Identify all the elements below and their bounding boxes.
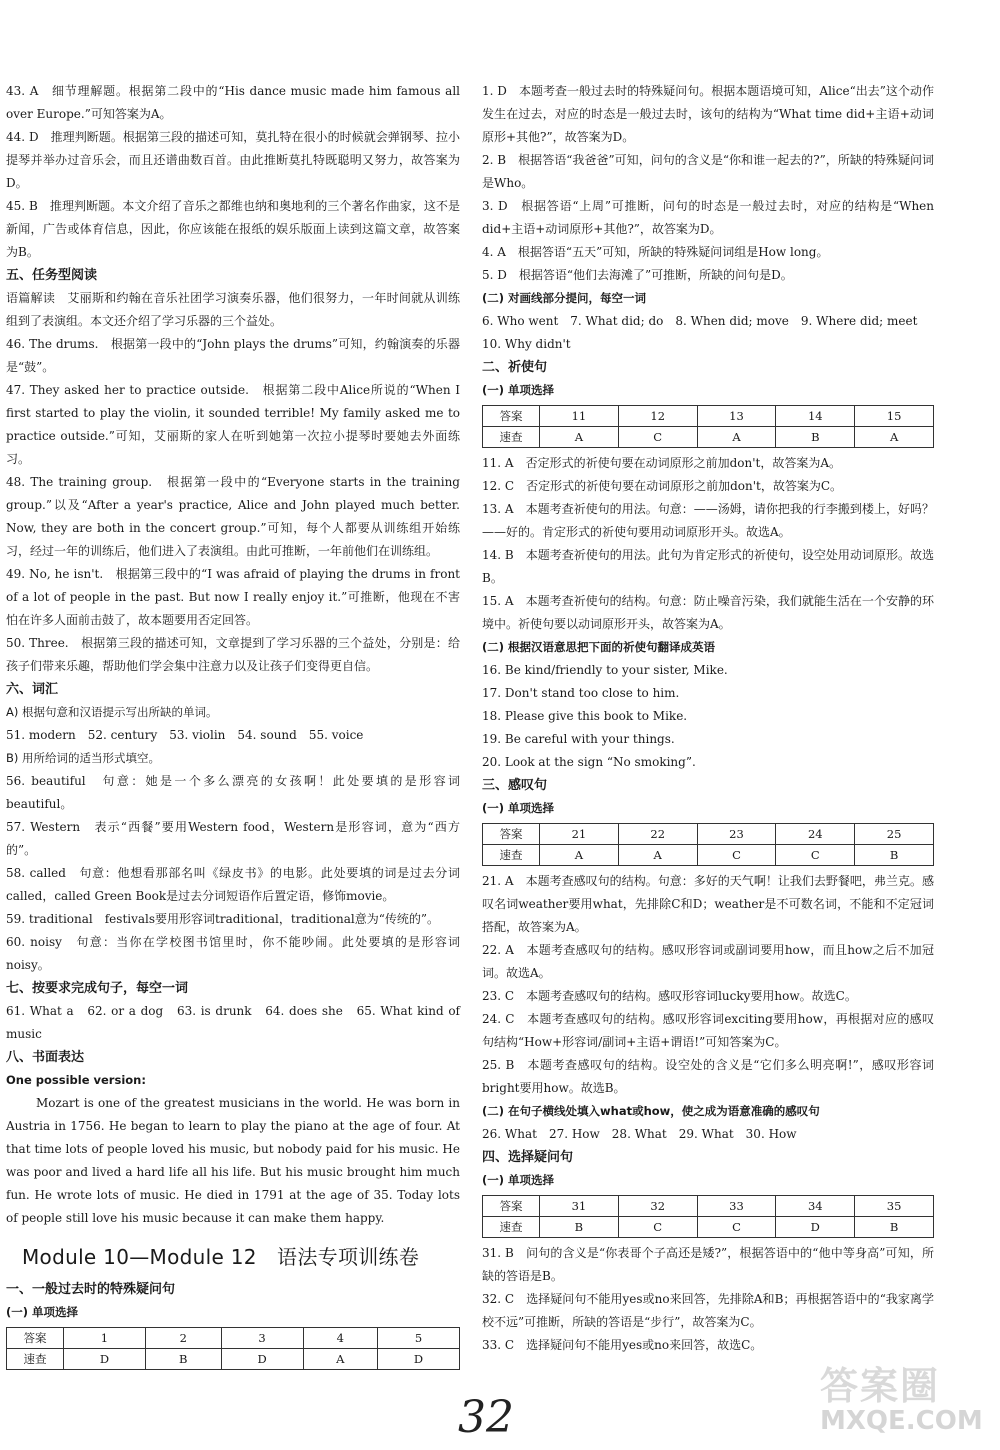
table-cell-num: 22: [618, 824, 697, 845]
table-cell-answer: A: [540, 845, 619, 866]
table-cell-num: 5: [378, 1328, 460, 1349]
sample-essay: Mozart is one of the greatest musicians in the world. He was born in Austria in 1756. He began to learn to play the piano at the age of four. At that time lots of people loved his music, but nobody paid for his music. He was poor and lived a hard life all his life. But his music brought him much fun. He wrote lots of music. He died in 1791 at the age of 35. Today lots of people still love his music because it can make them happy.: [6, 1096, 460, 1225]
answer-25: 25. B 本题考查感叹句的结构。设空处的含义是“它们多么明亮啊!”，感叹形容词bright要用how。故选B。: [482, 1058, 934, 1095]
table-cell-answer: B: [776, 427, 855, 448]
table-cell-answer: A: [697, 427, 776, 448]
answer-20: 20. Look at the sign “No smoking”.: [482, 755, 696, 769]
version-label: One possible version:: [6, 1073, 146, 1087]
right-column: [482, 80, 934, 1357]
answer-33: 33. C 选择疑问句不能用yes或no来回答，故选C。: [482, 1338, 763, 1352]
answer-24: 24. C 本题考查感叹句的结构。感叹形容词exciting要用how，再根据对应的感叹句结构“How+形容词/副词+主语+谓语!”可知答案为C。: [482, 1012, 934, 1049]
answer-18: 18. Please give this book to Mike.: [482, 709, 688, 723]
table-label-quickcheck: 速查: [483, 427, 540, 448]
table-label-quickcheck: 速查: [7, 1349, 64, 1370]
watermark-url: MXQE.COM: [820, 1406, 983, 1436]
table-cell-num: 21: [540, 824, 619, 845]
table-cell-answer: B: [855, 845, 934, 866]
table-cell-num: 34: [776, 1196, 855, 1217]
table-cell-answer: B: [540, 1217, 619, 1238]
answer-44: 44. D 推理判断题。根据第三段的描述可知，莫扎特在很小的时候就会弹钢琴、拉小提琴并举办过音乐会，而且还谱曲数百首。由此推断莫扎特既聪明又努力，故答案为D。: [6, 130, 460, 190]
sub-heading-1-2: (二) 对画线部分提问，每空一词: [482, 291, 647, 305]
part-3-sub-heading: (一) 单项选择: [482, 801, 555, 815]
answer-45: 45. B 推理判断题。本文介绍了音乐之都维也纳和奥地利的三个著名作曲家，这不是新闻，广告或体育信息，因此，你应该能在报纸的娱乐版面上读到这篇文章，故答案为B。: [6, 199, 460, 259]
table-cell-answer: D: [64, 1349, 146, 1370]
answers-26-30: 26. What 27. How 28. What 29. What 30. How: [482, 1127, 797, 1141]
table-cell-answer: C: [618, 427, 697, 448]
table-cell-answer: B: [145, 1349, 221, 1370]
answer-59: 59. traditional festivals要用形容词traditional，traditional意为“传统的”。: [6, 912, 439, 926]
answers-6-9: 6. Who went 7. What did; do 8. When did; move 9. Where did; meet: [482, 314, 918, 328]
answer-10: 10. Why didn't: [482, 337, 571, 351]
left-column: [6, 80, 460, 1374]
answer-58: 58. called 句意：他想看那部名叫《绿皮书》的电影。此处要填的词是过去分词called，called Green Book是过去分词短语作后置定语，修饰movie。: [6, 866, 460, 903]
answer-4: 4. A 根据答语“五天”可知，所缺的特殊疑问词组是How long。: [482, 245, 829, 259]
table-cell-num: 35: [855, 1196, 934, 1217]
part-2-heading: 二、祈使句: [482, 360, 548, 375]
answer-21: 21. A 本题考查感叹句的结构。句意：多好的天气啊！让我们去野餐吧，弗兰克。感叹名词weather要用what，先排除C和D；weather是不可数名词，不能和不定冠词搭配，故答案为A。: [482, 874, 934, 934]
table-cell-answer: B: [855, 1217, 934, 1238]
part-1-sub-heading: (一) 单项选择: [6, 1305, 79, 1319]
answer-11: 11. A 否定形式的祈使句要在动词原形之前加don't，故答案为A。: [482, 456, 841, 470]
part-1-heading: 一、一般过去时的特殊疑问句: [6, 1282, 176, 1297]
table-cell-num: 14: [776, 406, 855, 427]
section-6b-instruction: B) 用所给词的适当形式填空。: [6, 751, 161, 765]
answer-32: 32. C 选择疑问句不能用yes或no来回答，先排除A和B；再根据答语中的“我家离学校不远”可推断，所缺的答语是“步行”，故答案为C。: [482, 1292, 934, 1329]
answer-22: 22. A 本题考查感叹句的结构。感叹形容词或副词要用how，而且how之后不加冠词。故选A。: [482, 943, 934, 980]
answer-3: 3. D 根据答语“上周”可推断，问句的时态是一般过去时，对应的结构是“When did+主语+动词原形+其他?”，故答案为D。: [482, 199, 934, 236]
table-cell-num: 11: [540, 406, 619, 427]
part-3-heading: 三、感叹句: [482, 778, 548, 793]
answer-56: 56. beautiful 句意：她是一个多么漂亮的女孩啊！此处要填的是形容词beautiful。: [6, 774, 460, 811]
table-cell-answer: D: [221, 1349, 303, 1370]
table-cell-answer: C: [697, 845, 776, 866]
answer-table-1: [6, 1327, 460, 1370]
answer-table-4: [482, 1195, 934, 1238]
table-cell-answer: D: [776, 1217, 855, 1238]
answer-16: 16. Be kind/friendly to your sister, Mike.: [482, 663, 728, 677]
section-heading-7: 七、按要求完成句子，每空一词: [6, 981, 189, 996]
answers-61-65: 61. What a 62. or a dog 63. is drunk 64. does she 65. What kind of music: [6, 1004, 460, 1041]
table-cell-answer: C: [697, 1217, 776, 1238]
table-label-quickcheck: 速查: [483, 1217, 540, 1238]
part-3-sub-heading-2: (二) 在句子横线处填入what或how，使之成为语意准确的感叹句: [482, 1104, 820, 1118]
table-cell-num: 23: [697, 824, 776, 845]
answer-46: 46. The drums. 根据第一段中的“John plays the drums”可知，约翰演奏的乐器是“鼓”。: [6, 337, 460, 374]
answer-2: 2. B 根据答语“我爸爸”可知，问句的含义是“你和谁一起去的?”，所缺的特殊疑问词是Who。: [482, 153, 934, 190]
passage-summary: 语篇解读 艾丽斯和约翰在音乐社团学习演奏乐器，他们很努力，一年时间就从训练组到了表演组。本文还介绍了学习乐器的三个益处。: [6, 291, 460, 328]
table-cell-num: 2: [145, 1328, 221, 1349]
answer-table-3: [482, 823, 934, 866]
table-cell-answer: C: [776, 845, 855, 866]
answer-table-2: [482, 405, 934, 448]
answer-17: 17. Don't stand too close to him.: [482, 686, 680, 700]
table-cell-num: 33: [697, 1196, 776, 1217]
table-cell-num: 4: [303, 1328, 378, 1349]
section-6a-instruction: A) 根据句意和汉语提示写出所缺的单词。: [6, 705, 218, 719]
answer-5: 5. D 根据答语“他们去海滩了”可推断，所缺的问句是D。: [482, 268, 793, 282]
table-cell-num: 15: [855, 406, 934, 427]
table-label-answer: 答案: [7, 1328, 64, 1349]
table-cell-answer: A: [303, 1349, 378, 1370]
part-4-sub-heading: (一) 单项选择: [482, 1173, 555, 1187]
table-label-answer: 答案: [483, 1196, 540, 1217]
watermark-logo: [820, 1355, 990, 1445]
part-2-sub-heading-2: (二) 根据汉语意思把下面的祈使句翻译成英语: [482, 640, 716, 654]
table-cell-num: 1: [64, 1328, 146, 1349]
table-cell-num: 13: [697, 406, 776, 427]
section-heading-6: 六、词汇: [6, 682, 59, 697]
table-cell-answer: A: [540, 427, 619, 448]
table-cell-num: 24: [776, 824, 855, 845]
table-cell-answer: D: [378, 1349, 460, 1370]
table-cell-num: 31: [540, 1196, 619, 1217]
table-label-answer: 答案: [483, 824, 540, 845]
answers-51-55: 51. modern 52. century 53. violin 54. sound 55. voice: [6, 728, 364, 742]
answer-14: 14. B 本题考查祈使句的用法。此句为肯定形式的祈使句，设空处用动词原形。故选B。: [482, 548, 934, 585]
table-label-quickcheck: 速查: [483, 845, 540, 866]
answer-49: 49. No, he isn't. 根据第三段中的“I was afraid of playing the drums in front of a lot of people in the past. But now I really enjoy it.”可推断，他现在不害怕在许多人面前击鼓了，故本题要用否定回答。: [6, 567, 460, 627]
answer-60: 60. noisy 句意：当你在学校图书馆里时，你不能吵闹。此处要填的是形容词noisy。: [6, 935, 460, 972]
answer-19: 19. Be careful with your things.: [482, 732, 675, 746]
answer-48: 48. The training group. 根据第一段中的“Everyone starts in the training group.”以及“After a year's practice, Alice and John played much better. Now, they are both in the concert group.”可知，每个人都要从训练组开始练习，经过一年的训练后，他们进入了表演组。由此可推断，一年前他们在训练组。: [6, 475, 460, 558]
answer-43: 43. A 细节理解题。根据第二段中的“His dance music made him famous all over Europe.”可知答案为A。: [6, 84, 460, 121]
table-cell-num: 25: [855, 824, 934, 845]
table-cell-num: 12: [618, 406, 697, 427]
answer-31: 31. B 问句的含义是“你表哥个子高还是矮?”，根据答语中的“他中等身高”可知，所缺的答语是B。: [482, 1246, 934, 1283]
page-number: 32: [458, 1392, 514, 1443]
answer-13: 13. A 本题考查祈使句的用法。句意：——汤姆，请你把我的行李搬到楼上，好吗？——好的。肯定形式的祈使句要用动词原形开头。故选A。: [482, 502, 934, 539]
module-title: Module 10—Module 12 语法专项训练卷: [22, 1245, 420, 1269]
answer-1: 1. D 本题考查一般过去时的特殊疑问句。根据本题语境可知，Alice“出去”这个动作发生在过去，对应的时态是一般过去时，该句的结构为“What time did+主语+动词原形+其他?”，故答案为D。: [482, 84, 934, 144]
answer-57: 57. Western 表示“西餐”要用Western food，Western是形容词，意为“西方的”。: [6, 820, 460, 857]
table-cell-num: 3: [221, 1328, 303, 1349]
table-label-answer: 答案: [483, 406, 540, 427]
answer-47: 47. They asked her to practice outside. 根据第二段中Alice所说的“When I first started to play the violin, it sounded terrible! My family asked me to practice outside.”可知，艾丽斯的家人在听到她第一次拉小提琴时要她去外面练习。: [6, 383, 460, 466]
watermark-text: 答案圈: [820, 1364, 941, 1408]
section-heading-8: 八、书面表达: [6, 1050, 85, 1065]
section-heading-5: 五、任务型阅读: [6, 268, 98, 283]
answer-15: 15. A 本题考查祈使句的结构。句意：防止噪音污染，我们就能生活在一个安静的环境中。祈使句要以动词原形开头，故答案为A。: [482, 594, 934, 631]
table-cell-answer: A: [855, 427, 934, 448]
answer-12: 12. C 否定形式的祈使句要在动词原形之前加don't，故答案为C。: [482, 479, 843, 493]
answer-23: 23. C 本题考查感叹句的结构。感叹形容词lucky要用how。故选C。: [482, 989, 857, 1003]
table-cell-answer: A: [618, 845, 697, 866]
answer-50: 50. Three. 根据第三段的描述可知，文章提到了学习乐器的三个益处，分别是：给孩子们带来乐趣，帮助他们学会集中注意力以及让孩子们变得更自信。: [6, 636, 460, 673]
part-2-sub-heading: (一) 单项选择: [482, 383, 555, 397]
table-cell-answer: C: [618, 1217, 697, 1238]
table-cell-num: 32: [618, 1196, 697, 1217]
part-4-heading: 四、选择疑问句: [482, 1150, 574, 1165]
